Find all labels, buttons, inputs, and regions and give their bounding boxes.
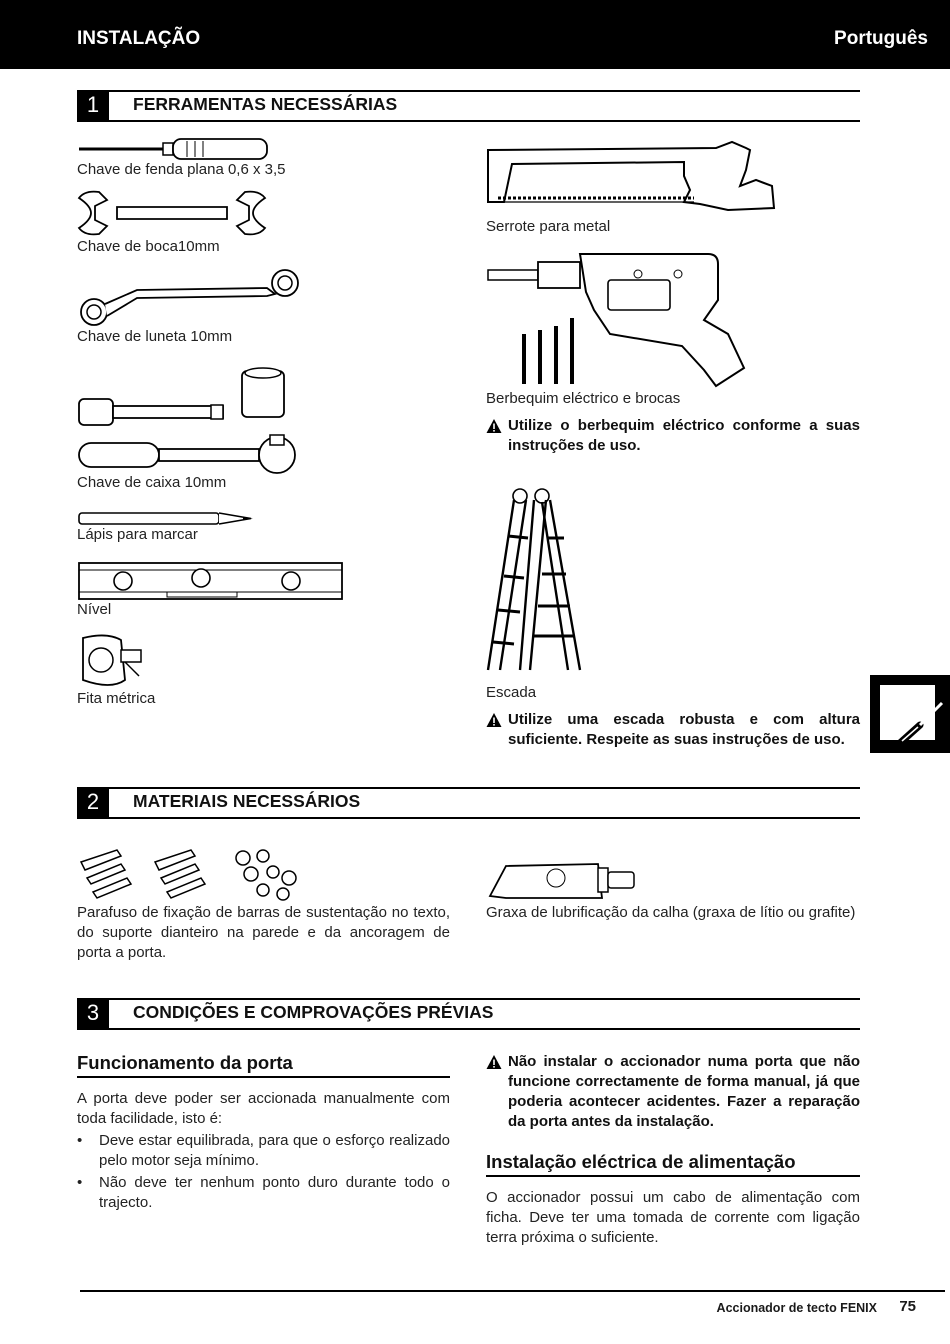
tool-caption-ladder: Escada xyxy=(486,684,537,701)
electric-heading: Instalação eléctrica de alimentação xyxy=(486,1151,796,1172)
tool-caption-drill: Berbequim eléctrico e brocas xyxy=(486,390,681,407)
door-intro: A porta deve poder ser accionada manualmente com toda facilidade, isto é: xyxy=(77,1090,450,1127)
door-bullet-2-text: Não deve ter nenhum ponto duro durante todo o trajecto. xyxy=(99,1174,450,1211)
screwdriver-tab-icon xyxy=(880,685,950,753)
header-bar xyxy=(0,0,950,69)
drill-icon xyxy=(486,250,748,390)
page-number: 75 xyxy=(899,1298,916,1315)
section-1-title: FERRAMENTAS NECESSÁRIAS xyxy=(133,94,398,114)
footer-rule xyxy=(80,1290,945,1292)
door-bullet-1 xyxy=(77,1131,450,1171)
warning-triangle-icon xyxy=(486,418,502,434)
header-language: Português xyxy=(834,28,928,49)
grease-tube-icon xyxy=(486,858,638,902)
door-heading: Funcionamento da porta xyxy=(77,1052,293,1073)
door-bullet-1-text: Deve estar equilibrada, para que o esforço realizado pelo motor seja mínimo. xyxy=(99,1132,450,1169)
warning-triangle-icon xyxy=(486,712,502,728)
section-1-number: 1 xyxy=(77,90,109,120)
tool-caption-level: Nível xyxy=(77,601,112,618)
warning-ladder-text: Utilize uma escada robusta e com altura suficiente. Respeite as suas instruções de uso. xyxy=(508,711,860,748)
electric-text: O accionador possui um cabo de alimentação com ficha. Deve ter uma tomada de corrente com ligação terra próxima o suficiente. xyxy=(486,1189,860,1246)
warning-drill xyxy=(486,416,860,458)
door-bullet-2 xyxy=(77,1173,450,1213)
tool-caption-hacksaw: Serrote para metal xyxy=(486,218,611,235)
tape-measure-icon xyxy=(77,632,147,692)
tool-caption-open-wrench: Chave de boca10mm xyxy=(77,238,220,255)
tool-caption-socket: Chave de caixa 10mm xyxy=(77,474,227,491)
footer-product: Accionador de tecto FENIX xyxy=(716,1301,877,1315)
electric-heading-rule xyxy=(486,1175,860,1177)
ring-spanner-icon xyxy=(77,268,305,328)
tool-caption-screwdriver: Chave de fenda plana 0,6 x 3,5 xyxy=(77,161,286,178)
screws-anchors-icon xyxy=(77,842,307,904)
section-3-number: 3 xyxy=(77,998,109,1028)
section-3-header xyxy=(77,998,860,1030)
bullet-dot: • xyxy=(77,1174,83,1191)
section-2-number: 2 xyxy=(77,787,109,817)
section-3-title: CONDIÇÕES E COMPROVAÇÕES PRÉVIAS xyxy=(133,1002,494,1022)
bullet-dot: • xyxy=(77,1132,83,1149)
side-tab-installation xyxy=(870,675,950,753)
section-2-header xyxy=(77,787,860,819)
warning-drill-text: Utilize o berbequim eléctrico conforme a suas instruções de uso. xyxy=(508,417,860,454)
open-wrench-icon xyxy=(77,190,269,236)
door-heading-rule xyxy=(77,1076,450,1078)
grease-caption: Graxa de lubrificação da calha (graxa de lítio ou grafite) xyxy=(486,904,856,921)
warning-door-text: Não instalar o accionador numa porta que não funcione correctamente de forma manual, já que poderia acontecer acidentes. Fazer a reparação da porta antes da instalação. xyxy=(508,1053,860,1130)
tool-caption-pencil: Lápis para marcar xyxy=(77,526,198,543)
warning-door xyxy=(486,1052,860,1134)
ladder-icon xyxy=(484,486,588,672)
tool-caption-tape: Fita métrica xyxy=(77,690,156,707)
header-section-title: INSTALAÇÃO xyxy=(77,28,201,49)
screws-caption: Parafuso de fixação de barras de sustentação no texto, do suporte dianteiro na parede e da ancoragem de porta a porta. xyxy=(77,904,450,961)
warning-triangle-icon xyxy=(486,1054,502,1070)
screwdriver-icon xyxy=(77,135,272,163)
socket-wrench-icon xyxy=(77,365,327,473)
warning-ladder xyxy=(486,710,860,752)
section-2-title: MATERIAIS NECESSÁRIOS xyxy=(133,791,361,811)
tool-caption-ring-spanner: Chave de luneta 10mm xyxy=(77,328,233,345)
hacksaw-icon xyxy=(484,140,780,218)
spirit-level-icon xyxy=(77,560,345,604)
section-1-header xyxy=(77,90,860,122)
